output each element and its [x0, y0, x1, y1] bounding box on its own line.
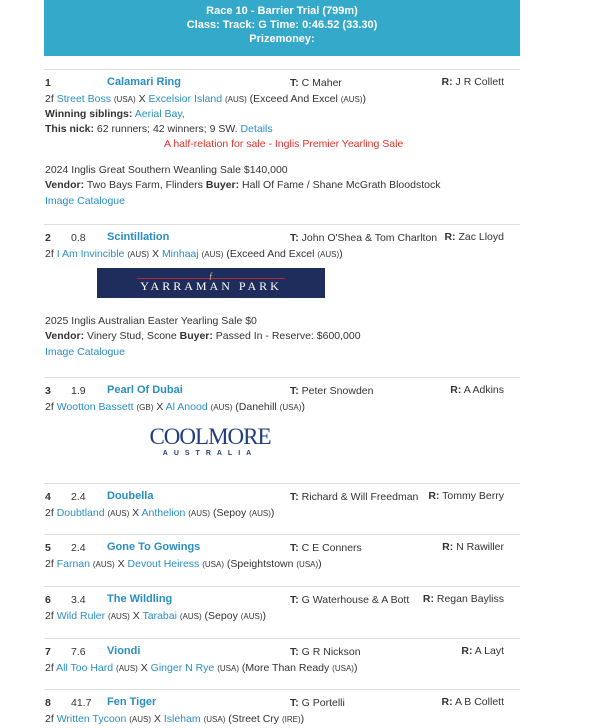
trainer-label: T: [290, 77, 299, 89]
pedigree-line: 2f Doubtland (AUS) X Anthelion (AUS) (Sepoy (AUS)) [45, 507, 275, 519]
pedigree-line: 2f Farnan (AUS) X Devout Heiress (USA) (Speightstown (USA)) [45, 558, 322, 570]
winning-siblings [45, 108, 185, 120]
dam-link[interactable]: Excelsior Island [148, 93, 223, 105]
sire-link[interactable]: Street Boss [56, 93, 111, 105]
pedigree-line: 2f Written Tycoon (AUS) X Isleham (USA) (Street Cry (IRE)) [45, 713, 305, 725]
coolmore-logo-sub: AUSTRALIA [162, 450, 258, 457]
sale-info: 2024 Inglis Great Southern Weanling Sale $140,000 [45, 164, 288, 176]
damsire-country: (USA) [296, 560, 319, 569]
this-nick-label: This nick: [45, 123, 95, 135]
sire-link[interactable]: Farnan [56, 558, 90, 570]
runner-odds: 41.7 [71, 697, 92, 709]
sire-country: (AUS) [108, 612, 130, 621]
dam-country: (AUS) [179, 612, 202, 621]
vendor-label: Vendor: [45, 330, 85, 342]
trainer-label: T: [290, 385, 299, 397]
catalogue-link[interactable]: Catalogue [77, 195, 125, 207]
trainer-label: T: [290, 594, 299, 606]
horse-name-link[interactable]: Doubella [107, 490, 154, 502]
sire-link[interactable]: Wootton Bassett [56, 401, 134, 413]
sire-country: (GB) [136, 403, 154, 412]
trainer: T: G Waterhouse & A Bott [290, 594, 410, 606]
runner-odds: 1.9 [71, 385, 86, 397]
jockey: R: J R Collett [441, 76, 504, 88]
yarraman-park-logo [97, 268, 325, 298]
trainer-label: T: [290, 542, 299, 554]
sire-link[interactable]: All Too Hard [56, 662, 114, 674]
sire-country: (AUS) [129, 715, 152, 724]
sire-link[interactable]: Written Tycoon [56, 713, 127, 725]
dam-link[interactable]: Ginger N Rye [150, 662, 215, 674]
dam-link[interactable]: Minhaaj [161, 248, 199, 260]
row-separator [44, 586, 520, 587]
runner-number: 8 [45, 697, 51, 709]
trainer: T: Richard & Will Freedman [290, 491, 419, 503]
damsire-country: (USA) [279, 403, 302, 412]
horse-name-link[interactable]: Scintillation [107, 231, 170, 243]
horse-name-link[interactable]: Calamari Ring [107, 76, 181, 88]
dam-country: (AUS) [224, 95, 247, 104]
dam-link[interactable]: Al Anood [165, 401, 208, 413]
race-class-line: Class: Track: G Time: 0:46.52 (33.30) [186, 19, 378, 31]
media-links [45, 346, 125, 358]
pedigree-line: 2f Street Boss (USA) X Excelsior Island (AUS) (Exceed And Excel (AUS)) [45, 93, 366, 105]
pedigree-line: 2f I Am Invincible (AUS) X Minhaaj (AUS) (Exceed And Excel (AUS)) [45, 248, 343, 260]
sire-link[interactable]: Doubtland [56, 507, 105, 519]
race-header [44, 0, 520, 56]
trainer-label: T: [290, 232, 299, 244]
horse-name-link[interactable]: The Wildling [107, 593, 173, 605]
jockey: R: Tommy Berry [428, 490, 504, 502]
jockey-label: R: [441, 696, 453, 708]
winning-siblings-label: Winning siblings: [45, 108, 133, 120]
trainer: T: G Portelli [290, 697, 345, 709]
sale-info: 2025 Inglis Australian Easter Yearling Sale $0 [45, 315, 257, 327]
jockey: R: A Layt [461, 645, 504, 657]
this-nick: This nick: 62 runners; 42 winners; 9 SW. Details [45, 123, 273, 135]
horse-name-link[interactable]: Fen Tiger [107, 696, 157, 708]
row-separator [44, 69, 520, 70]
horse-name-link[interactable]: Pearl Of Dubai [107, 384, 183, 396]
runner-odds: 3.4 [71, 594, 86, 606]
vendor-buyer: Vendor: Vinery Stud, Scone Buyer: Passed In - Reserve: $600,000 [45, 330, 361, 342]
sale-alert[interactable]: A half-relation for sale - Inglis Premier Yearling Sale [164, 138, 404, 150]
sire-link[interactable]: Wild Ruler [56, 610, 106, 622]
details-link[interactable]: Details [240, 123, 273, 135]
runner-number: 7 [45, 646, 51, 658]
row-separator [44, 689, 520, 690]
damsire-country: (AUS) [249, 509, 271, 518]
sire-country: (AUS) [92, 560, 115, 569]
jockey: R: Regan Bayliss [422, 593, 504, 605]
pedigree-line: 2f All Too Hard (AUS) X Ginger N Rye (USA) (More Than Ready (USA)) [45, 662, 358, 674]
jockey-label: R: [422, 593, 434, 605]
dam-country: (AUS) [188, 509, 211, 518]
sire-country: (AUS) [116, 664, 138, 673]
race-title: Race 10 - Barrier Trial (799m) [206, 5, 358, 17]
damsire-country: (IRE) [281, 715, 301, 724]
horse-name-link[interactable]: Viondi [107, 645, 141, 657]
runner-odds: 2.4 [71, 491, 86, 503]
jockey-label: R: [444, 231, 456, 243]
dam-country: (USA) [217, 664, 239, 673]
logo-mark-icon: ƒ [208, 271, 214, 281]
sire-country: (AUS) [107, 509, 130, 518]
row-separator [44, 483, 520, 484]
jockey-label: R: [461, 645, 473, 657]
buyer-label: Buyer: [179, 330, 213, 342]
jockey-label: R: [428, 490, 440, 502]
pedigree-line: 2f Wild Ruler (AUS) X Tarabai (AUS) (Sepoy (AUS)) [45, 610, 267, 622]
dam-link[interactable]: Isleham [163, 713, 201, 725]
damsire-country: (AUS) [240, 612, 263, 621]
jockey-label: R: [441, 76, 453, 88]
jockey: R: N Rawiller [442, 541, 504, 553]
trainer: T: C Maher [290, 77, 342, 89]
vendor-label: Vendor: [45, 179, 85, 191]
sire-country: (USA) [113, 95, 136, 104]
catalogue-link[interactable]: Catalogue [77, 346, 125, 358]
buyer-label: Buyer: [205, 179, 240, 191]
trainer: T: John O'Shea & Tom Charlton [290, 232, 438, 244]
runner-odds: 0.8 [71, 232, 86, 244]
row-separator [44, 224, 520, 225]
logo-text: YARRAMAN PARK [140, 279, 282, 293]
row-separator [44, 638, 520, 639]
dam-link[interactable]: Anthelion [141, 507, 186, 519]
dam-country: (AUS) [210, 403, 233, 412]
trainer-label: T: [290, 646, 299, 658]
horse-name-link[interactable]: Gone To Gowings [107, 541, 201, 553]
trainer-label: T: [290, 491, 299, 503]
jockey: R: A Adkins [450, 384, 504, 396]
jockey-label: R: [442, 541, 454, 553]
jockey: R: A B Collett [441, 696, 504, 708]
runner-number: 6 [45, 594, 51, 606]
dam-country: (USA) [202, 560, 224, 569]
race-prizemoney: Prizemoney: [249, 33, 315, 45]
damsire-country: (AUS) [340, 95, 363, 104]
runner-odds: 2.4 [71, 542, 86, 554]
jockey: R: Zac Lloyd [444, 231, 504, 243]
runner-number: 5 [45, 542, 51, 554]
coolmore-logo-main: COOLMORE [149, 424, 271, 449]
runner-number: 3 [45, 385, 51, 397]
runner-number: 4 [45, 491, 51, 503]
jockey-label: R: [450, 384, 462, 396]
runner-number: 1 [45, 77, 51, 89]
dam-link[interactable]: Devout Heiress [127, 558, 200, 570]
media-links [45, 195, 125, 207]
damsire-country: (USA) [332, 664, 354, 673]
sire-link[interactable]: I Am Invincible [56, 248, 125, 260]
dam-country: (USA) [203, 715, 226, 724]
damsire-country: (AUS) [317, 250, 340, 259]
sire-country: (AUS) [127, 250, 150, 259]
trainer-label: T: [290, 697, 299, 709]
image-link[interactable]: Image [45, 195, 75, 207]
sibling-link[interactable]: Aerial Bay, [134, 108, 185, 120]
trainer: T: G R Nickson [290, 646, 361, 658]
row-separator [44, 377, 520, 378]
trainer: T: Peter Snowden [290, 385, 374, 397]
dam-link[interactable]: Tarabai [142, 610, 177, 622]
trainer: T: C E Conners [290, 542, 362, 554]
runner-number: 2 [45, 232, 51, 244]
coolmore-logo [148, 425, 272, 465]
vendor-buyer: Vendor: Two Bays Farm, Flinders Buyer: Hall Of Fame / Shane McGrath Bloodstock [45, 179, 441, 191]
image-link[interactable]: Image [45, 346, 75, 358]
dam-country: (AUS) [201, 250, 224, 259]
runner-odds: 7.6 [71, 646, 86, 658]
pedigree-line: 2f Wootton Bassett (GB) X Al Anood (AUS) (Danehill (USA)) [45, 401, 305, 413]
row-separator [44, 534, 520, 535]
